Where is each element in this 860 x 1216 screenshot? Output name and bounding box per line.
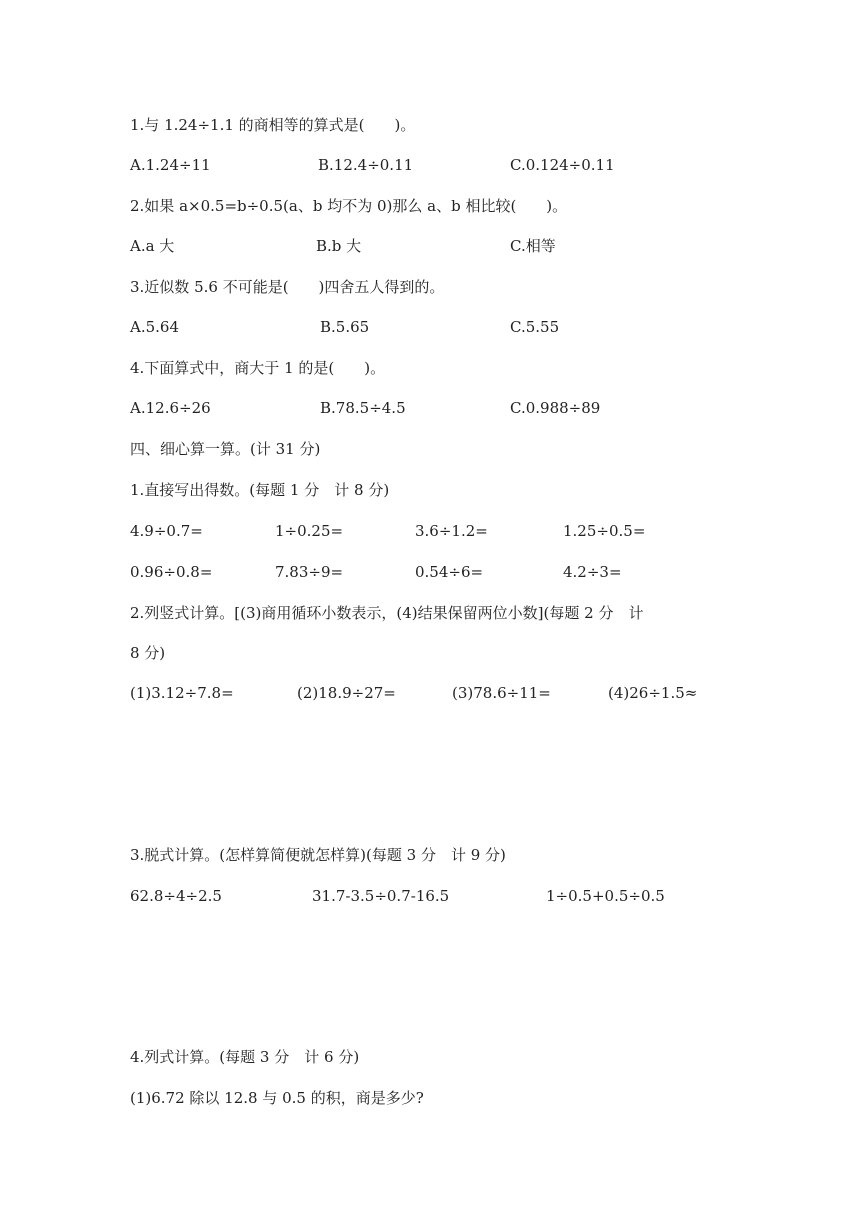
vertical-calc-item: (4)26÷1.5≈ — [608, 684, 698, 702]
q2-option-b: B.b 大 — [316, 237, 362, 255]
direct-calc-item: 1÷0.25= — [275, 522, 344, 540]
direct-calc-item: 4.9÷0.7= — [130, 522, 203, 540]
vertical-calc-item: (3)78.6÷11= — [452, 684, 551, 702]
q1-option-b: B.12.4÷0.11 — [318, 156, 414, 174]
formula-calc-question-1: (1)6.72 除以 12.8 与 0.5 的积，商是多少? — [130, 1089, 424, 1107]
q1-option-a: A.1.24÷11 — [130, 156, 211, 174]
q4-option-a: A.12.6÷26 — [130, 399, 211, 417]
direct-calc-item: 4.2÷3= — [563, 563, 622, 581]
question-4: 4.下面算式中，商大于 1 的是( )。 — [130, 359, 386, 377]
q2-option-a: A.a 大 — [130, 237, 175, 255]
vertical-calc-title-cont: 8 分) — [130, 644, 166, 662]
stepwise-calc-item: 31.7-3.5÷0.7-16.5 — [312, 887, 450, 905]
q2-option-c: C.相等 — [510, 237, 556, 255]
vertical-calc-title: 2.列竖式计算。[(3)商用循环小数表示，(4)结果保留两位小数](每题 2 分 计 — [130, 604, 644, 622]
vertical-calc-item: (1)3.12÷7.8= — [130, 684, 234, 702]
stepwise-calc-item: 62.8÷4÷2.5 — [130, 887, 222, 905]
question-2: 2.如果 a×0.5=b÷0.5(a、b 均不为 0)那么 a、b 相比较( )。 — [130, 197, 568, 215]
vertical-calc-item: (2)18.9÷27= — [297, 684, 396, 702]
question-3: 3.近似数 5.6 不可能是( )四舍五人得到的。 — [130, 278, 445, 296]
q4-option-b: B.78.5÷4.5 — [320, 399, 406, 417]
q3-option-a: A.5.64 — [130, 318, 179, 336]
question-1: 1.与 1.24÷1.1 的商相等的算式是( )。 — [130, 116, 416, 134]
q4-option-c: C.0.988÷89 — [510, 399, 601, 417]
direct-calc-item: 0.54÷6= — [415, 563, 484, 581]
q3-option-c: C.5.55 — [510, 318, 560, 336]
direct-calc-item: 3.6÷1.2= — [415, 522, 488, 540]
direct-calc-item: 0.96÷0.8= — [130, 563, 213, 581]
stepwise-calc-item: 1÷0.5+0.5÷0.5 — [546, 887, 665, 905]
formula-calc-title: 4.列式计算。(每题 3 分 计 6 分) — [130, 1048, 360, 1066]
section-4-title: 四、细心算一算。(计 31 分) — [130, 440, 321, 458]
q3-option-b: B.5.65 — [320, 318, 370, 336]
direct-calc-item: 7.83÷9= — [275, 563, 344, 581]
direct-calc-item: 1.25÷0.5= — [563, 522, 646, 540]
direct-calc-title: 1.直接写出得数。(每题 1 分 计 8 分) — [130, 481, 390, 499]
q1-option-c: C.0.124÷0.11 — [510, 156, 615, 174]
stepwise-calc-title: 3.脱式计算。(怎样算简便就怎样算)(每题 3 分 计 9 分) — [130, 846, 506, 864]
